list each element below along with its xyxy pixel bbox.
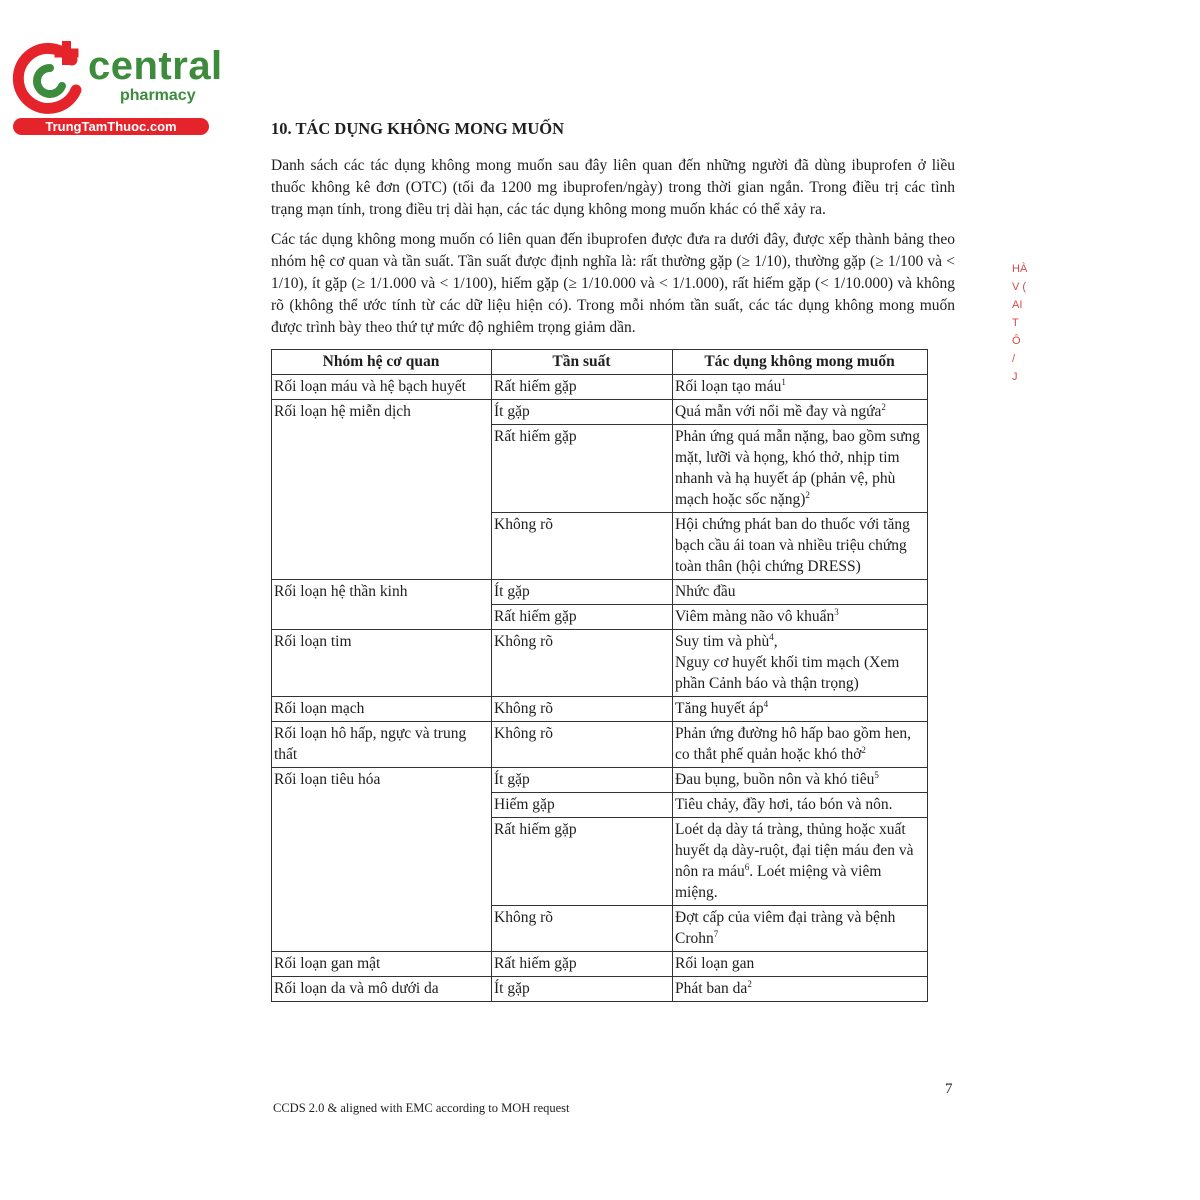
margin-mark: J bbox=[1012, 371, 1018, 383]
effect-cell bbox=[673, 906, 928, 952]
margin-mark: AI bbox=[1012, 299, 1023, 311]
effect-cell bbox=[673, 818, 928, 906]
table-row bbox=[272, 630, 928, 697]
organ-cell: Rối loạn gan mật bbox=[272, 952, 492, 977]
effect-cell bbox=[673, 605, 928, 630]
footnote-ref: 2 bbox=[881, 401, 886, 412]
frequency-cell: Không rõ bbox=[492, 513, 673, 580]
table-row bbox=[272, 400, 928, 425]
frequency-cell: Rất hiếm gặp bbox=[492, 952, 673, 977]
table-row bbox=[272, 722, 928, 768]
margin-mark: V ( bbox=[1012, 281, 1027, 293]
margin-stamp-marks bbox=[1012, 262, 1027, 388]
frequency-cell: Không rõ bbox=[492, 697, 673, 722]
organ-cell: Rối loạn hệ miễn dịch bbox=[272, 400, 492, 580]
organ-cell: Rối loạn máu và hệ bạch huyết bbox=[272, 375, 492, 400]
organ-cell: Rối loạn tiêu hóa bbox=[272, 768, 492, 952]
frequency-paragraph: Các tác dụng không mong muốn có liên quan đến ibuprofen được đưa ra dưới đây, được xếp thành bảng theo nhóm hệ cơ quan và tần suất. Tần suất được định nghĩa là: rất thường gặp (≥ 1/10), thường gặp (≥ 1/100 và < 1/10), ít gặp (≥ 1/1.000 và < 1/100), hiếm gặp (≥ 1/10.000 và < 1/1.000), rất hiếm gặp (< 1/10.000) và không rõ (không thể ước tính từ các dữ liệu hiện có). Trong mỗi nhóm tần suất, các tác dụng không mong muốn được trình bày theo thứ tự mức độ nghiêm trọng giảm dần. bbox=[271, 231, 955, 336]
table-header-row bbox=[272, 350, 928, 375]
margin-mark: / bbox=[1012, 353, 1016, 365]
header-effect: Tác dụng không mong muốn bbox=[673, 350, 928, 375]
frequency-cell: Ít gặp bbox=[492, 400, 673, 425]
effect-text: Tăng huyết áp bbox=[675, 700, 764, 717]
footer-note: CCDS 2.0 & aligned with EMC according to MOH request bbox=[273, 1101, 570, 1115]
logo-site-link[interactable]: TrungTamThuoc.com bbox=[13, 118, 209, 135]
effect-text: Suy tim và phù bbox=[675, 633, 770, 650]
frequency-cell: Rất hiếm gặp bbox=[492, 375, 673, 400]
effect-text: Nhức đầu bbox=[675, 583, 736, 600]
effect-text: Rối loạn tạo máu bbox=[675, 378, 782, 395]
footnote-ref: 6 bbox=[744, 861, 750, 872]
effect-cell bbox=[673, 722, 928, 768]
effect-cell bbox=[673, 425, 928, 513]
effect-cell bbox=[673, 630, 928, 697]
frequency-cell: Không rõ bbox=[492, 630, 673, 697]
adverse-effects-table bbox=[271, 349, 928, 1002]
frequency-cell: Hiếm gặp bbox=[492, 793, 673, 818]
header-frequency: Tần suất bbox=[492, 350, 673, 375]
effect-cell bbox=[673, 977, 928, 1002]
frequency-cell: Không rõ bbox=[492, 906, 673, 952]
effect-cell bbox=[673, 697, 928, 722]
footnote-ref: 5 bbox=[874, 769, 879, 780]
effect-cell bbox=[673, 513, 928, 580]
effect-tail-text: . Loét miệng và viêm miệng. bbox=[675, 863, 882, 901]
footnote-ref: 1 bbox=[781, 376, 786, 387]
effect-tail-text: , bbox=[773, 633, 778, 650]
pharmacy-cross-icon bbox=[10, 38, 90, 118]
effect-text: Quá mẫn với nổi mề đay và ngứa bbox=[675, 403, 882, 420]
table-body bbox=[272, 375, 928, 1002]
frequency-cell: Không rõ bbox=[492, 722, 673, 768]
margin-mark: T bbox=[1012, 317, 1019, 329]
effect-text: Đợt cấp của viêm đại tràng và bệnh Crohn bbox=[675, 909, 896, 947]
organ-cell: Rối loạn mạch bbox=[272, 697, 492, 722]
page-number: 7 bbox=[945, 1081, 953, 1097]
organ-cell: Rối loạn hô hấp, ngực và trung thất bbox=[272, 722, 492, 768]
effect-text: Rối loạn gan bbox=[675, 955, 755, 972]
footnote-ref: 2 bbox=[805, 489, 810, 500]
effect-text: Loét dạ dày tá tràng, thủng hoặc xuất huyết dạ dày-ruột, đại tiện máu đen và nôn ra máu bbox=[675, 821, 914, 880]
header-organ: Nhóm hệ cơ quan bbox=[272, 350, 492, 375]
effect-text: Phản ứng đường hô hấp bao gồm hen, co thắt phế quản hoặc khó thở bbox=[675, 725, 911, 763]
intro-paragraph: Danh sách các tác dụng không mong muốn sau đây liên quan đến những người đã dùng ibuprofen ở liều thuốc không kê đơn (OTC) (tối đa 1200 mg ibuprofen/ngày) trong thời gian ngắn. Trong điều trị các tình trạng mạn tính, trong điều trị dài hạn, các tác dụng không mong muốn khác có thể xảy ra. bbox=[271, 157, 955, 218]
footnote-ref: 3 bbox=[834, 606, 839, 617]
frequency-cell: Rất hiếm gặp bbox=[492, 605, 673, 630]
organ-cell: Rối loạn da và mô dưới da bbox=[272, 977, 492, 1002]
effect-cell bbox=[673, 580, 928, 605]
footnote-ref: 2 bbox=[747, 978, 752, 989]
organ-cell: Rối loạn tim bbox=[272, 630, 492, 697]
effect-text: Phản ứng quá mẫn nặng, bao gồm sưng mặt, lưỡi và họng, khó thở, nhịp tim nhanh và hạ huyết áp (phản vệ, phù mạch hoặc sốc nặng) bbox=[675, 428, 920, 508]
footnote-ref: 2 bbox=[861, 744, 866, 755]
table-row bbox=[272, 697, 928, 722]
effect-text: Hội chứng phát ban do thuốc với tăng bạch cầu ái toan và nhiều triệu chứng toàn thân (hội chứng DRESS) bbox=[675, 516, 910, 575]
effect-cell bbox=[673, 952, 928, 977]
effect-text: Tiêu chảy, đầy hơi, táo bón và nôn. bbox=[675, 796, 893, 813]
frequency-cell: Ít gặp bbox=[492, 977, 673, 1002]
footnote-ref: 7 bbox=[713, 928, 719, 939]
table-row bbox=[272, 768, 928, 793]
logo-subtitle: pharmacy bbox=[120, 87, 196, 104]
frequency-cell: Ít gặp bbox=[492, 580, 673, 605]
frequency-cell: Rất hiếm gặp bbox=[492, 818, 673, 906]
effect-text: Nguy cơ huyết khối tim mạch (Xem phần Cảnh báo và thận trọng) bbox=[675, 654, 900, 692]
effect-cell bbox=[673, 793, 928, 818]
effect-cell bbox=[673, 400, 928, 425]
footnote-ref: 4 bbox=[769, 631, 774, 642]
document-body bbox=[271, 119, 955, 1002]
effect-cell bbox=[673, 768, 928, 793]
effect-text: Viêm màng não vô khuẩn bbox=[675, 608, 835, 625]
effect-cell bbox=[673, 375, 928, 400]
logo-name: central bbox=[88, 44, 223, 88]
table-row bbox=[272, 375, 928, 400]
table-row bbox=[272, 952, 928, 977]
frequency-cell: Ít gặp bbox=[492, 768, 673, 793]
effect-text: Phát ban da bbox=[675, 980, 748, 997]
margin-mark: Ô bbox=[1012, 335, 1021, 347]
effect-text: Đau bụng, buồn nôn và khó tiêu bbox=[675, 771, 875, 788]
frequency-cell: Rất hiếm gặp bbox=[492, 425, 673, 513]
organ-cell: Rối loạn hệ thần kinh bbox=[272, 580, 492, 630]
footnote-ref: 4 bbox=[763, 698, 769, 709]
section-heading: 10. TÁC DỤNG KHÔNG MONG MUỐN bbox=[271, 119, 565, 138]
table-row bbox=[272, 977, 928, 1002]
table-row bbox=[272, 580, 928, 605]
margin-mark: HÀ bbox=[1012, 263, 1028, 275]
